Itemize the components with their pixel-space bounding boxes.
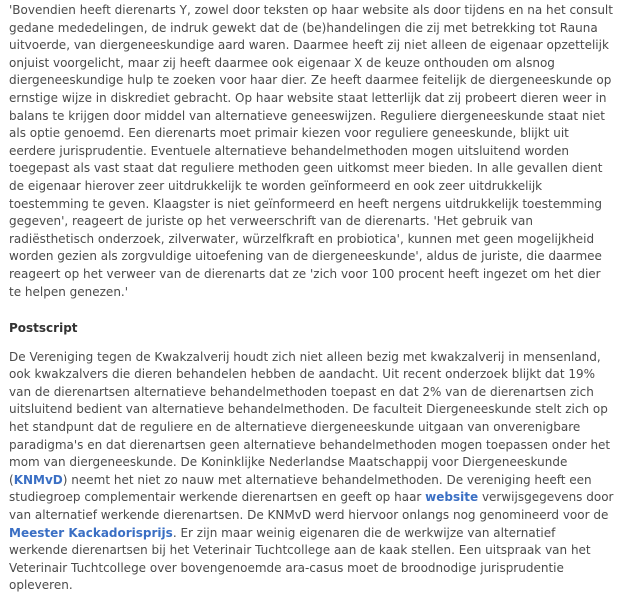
- article-content: [9, 2, 615, 595]
- postscript-text-4: . Er zijn maar weinig eigenaren die de werkwijze van alternatief werkende dierenartsen bij het Veterinair Tuchtcollege aan de kaak stellen. Een uitspraak van het Veterinair Tuchtcollege over bovengenoemde ara-casus moet de broodnodige jurisprudentie opleveren.: [9, 525, 591, 593]
- quote-paragraph: 'Bovendien heeft dierenarts Y, zowel door teksten op haar website als door tijdens en na het consult gedane mededelingen, de indruk gewekt dat de (be)handelingen die zij met betrekking tot Rauna uitvoerde, van diergeneeskundige aard waren. Daarmee heeft zij niet alleen de eigenaar opzettelijk onjuist voorgelicht, maar zij heeft daarmee ook eigenaar X de keuze onthouden om alsnog diergeneeskundige hulp te zoeken voor haar dier. Ze heeft daarmee feitelijk de diergeneeskunde op ernstige wijze in diskrediet gebracht. Op haar website staat letterlijk dat zij probeert dieren weer in balans te krijgen door middel van alternatieve geneeswijzen. Reguliere diergeneeskunde staat niet als optie genoemd. Een dierenarts moet primair kiezen voor reguliere geneeskunde, blijkt uit eerdere jurisprudentie. Eventuele alternatieve behandelmethoden mogen uitsluitend worden toegepast als vast staat dat reguliere methoden geen uitkomst meer bieden. In alle gevallen dient de eigenaar hierover zeer uitdrukkelijk te worden geïnformeerd en ook zeer uitdrukkelijk toestemming te geven. Klaagster is niet geïnformeerd en heeft nergens uitdrukkelijk toestemming gegeven', reageert de juriste op het verweerschrift van de dierenarts. 'Het gebruik van radiësthetisch onderzoek, zilverwater, würzelfkraft en probiotica', kunnen met geen mogelijkheid worden gezien als zorgvuldige uitoefening van de diergeneeskunde', aldus de juriste, die daarmee reageert op het verweer van de dierenarts dat ze 'zich voor 100 procent heeft ingezet om het dier te helpen genezen.': [9, 3, 613, 299]
- postscript-paragraph: [9, 349, 615, 595]
- knmvd-link[interactable]: KNMvD: [13, 472, 63, 487]
- postscript-text-1: De Vereniging tegen de Kwakzalverij houdt zich niet alleen bezig met kwakzalverij in mensenland, ook kwakzalvers die dieren behandelen hebben de aandacht. Uit recent onderzoek blijkt dat 19% van de dierenartsen alternatieve behandelmethoden toepast en dat 2% van de dierenartsen zich uitsluitend bedient van alternatieve behandelmethoden. De faculteit Diergeneeskunde stelt zich op het standpunt dat de reguliere en de alternatieve diergeneeskunde uitgaan van onverenigbare paradigma's en dat dierenartsen geen alternatieve behandelmethoden mogen toepassen onder het mom van diergeneeskunde. De Koninklijke Nederlandse Maatschappij voor Diergeneeskunde (: [9, 349, 611, 487]
- website-link[interactable]: website: [425, 490, 479, 505]
- postscript-text-3: verwijsgegevens door van alternatief werkende dierenartsen. De KNMvD werd hiervoor onlangs nog genomineerd voor de: [9, 490, 614, 522]
- postscript-heading: Postscript: [9, 321, 78, 335]
- meester-kackadorisprijs-link[interactable]: Meester Kackadorisprijs: [9, 525, 173, 540]
- postscript-text-2: ) neemt het niet zo nauw met alternatieve behandelmethoden. De vereniging heeft een studiegroep complementair werkende dierenartsen en geeft op haar: [9, 472, 592, 505]
